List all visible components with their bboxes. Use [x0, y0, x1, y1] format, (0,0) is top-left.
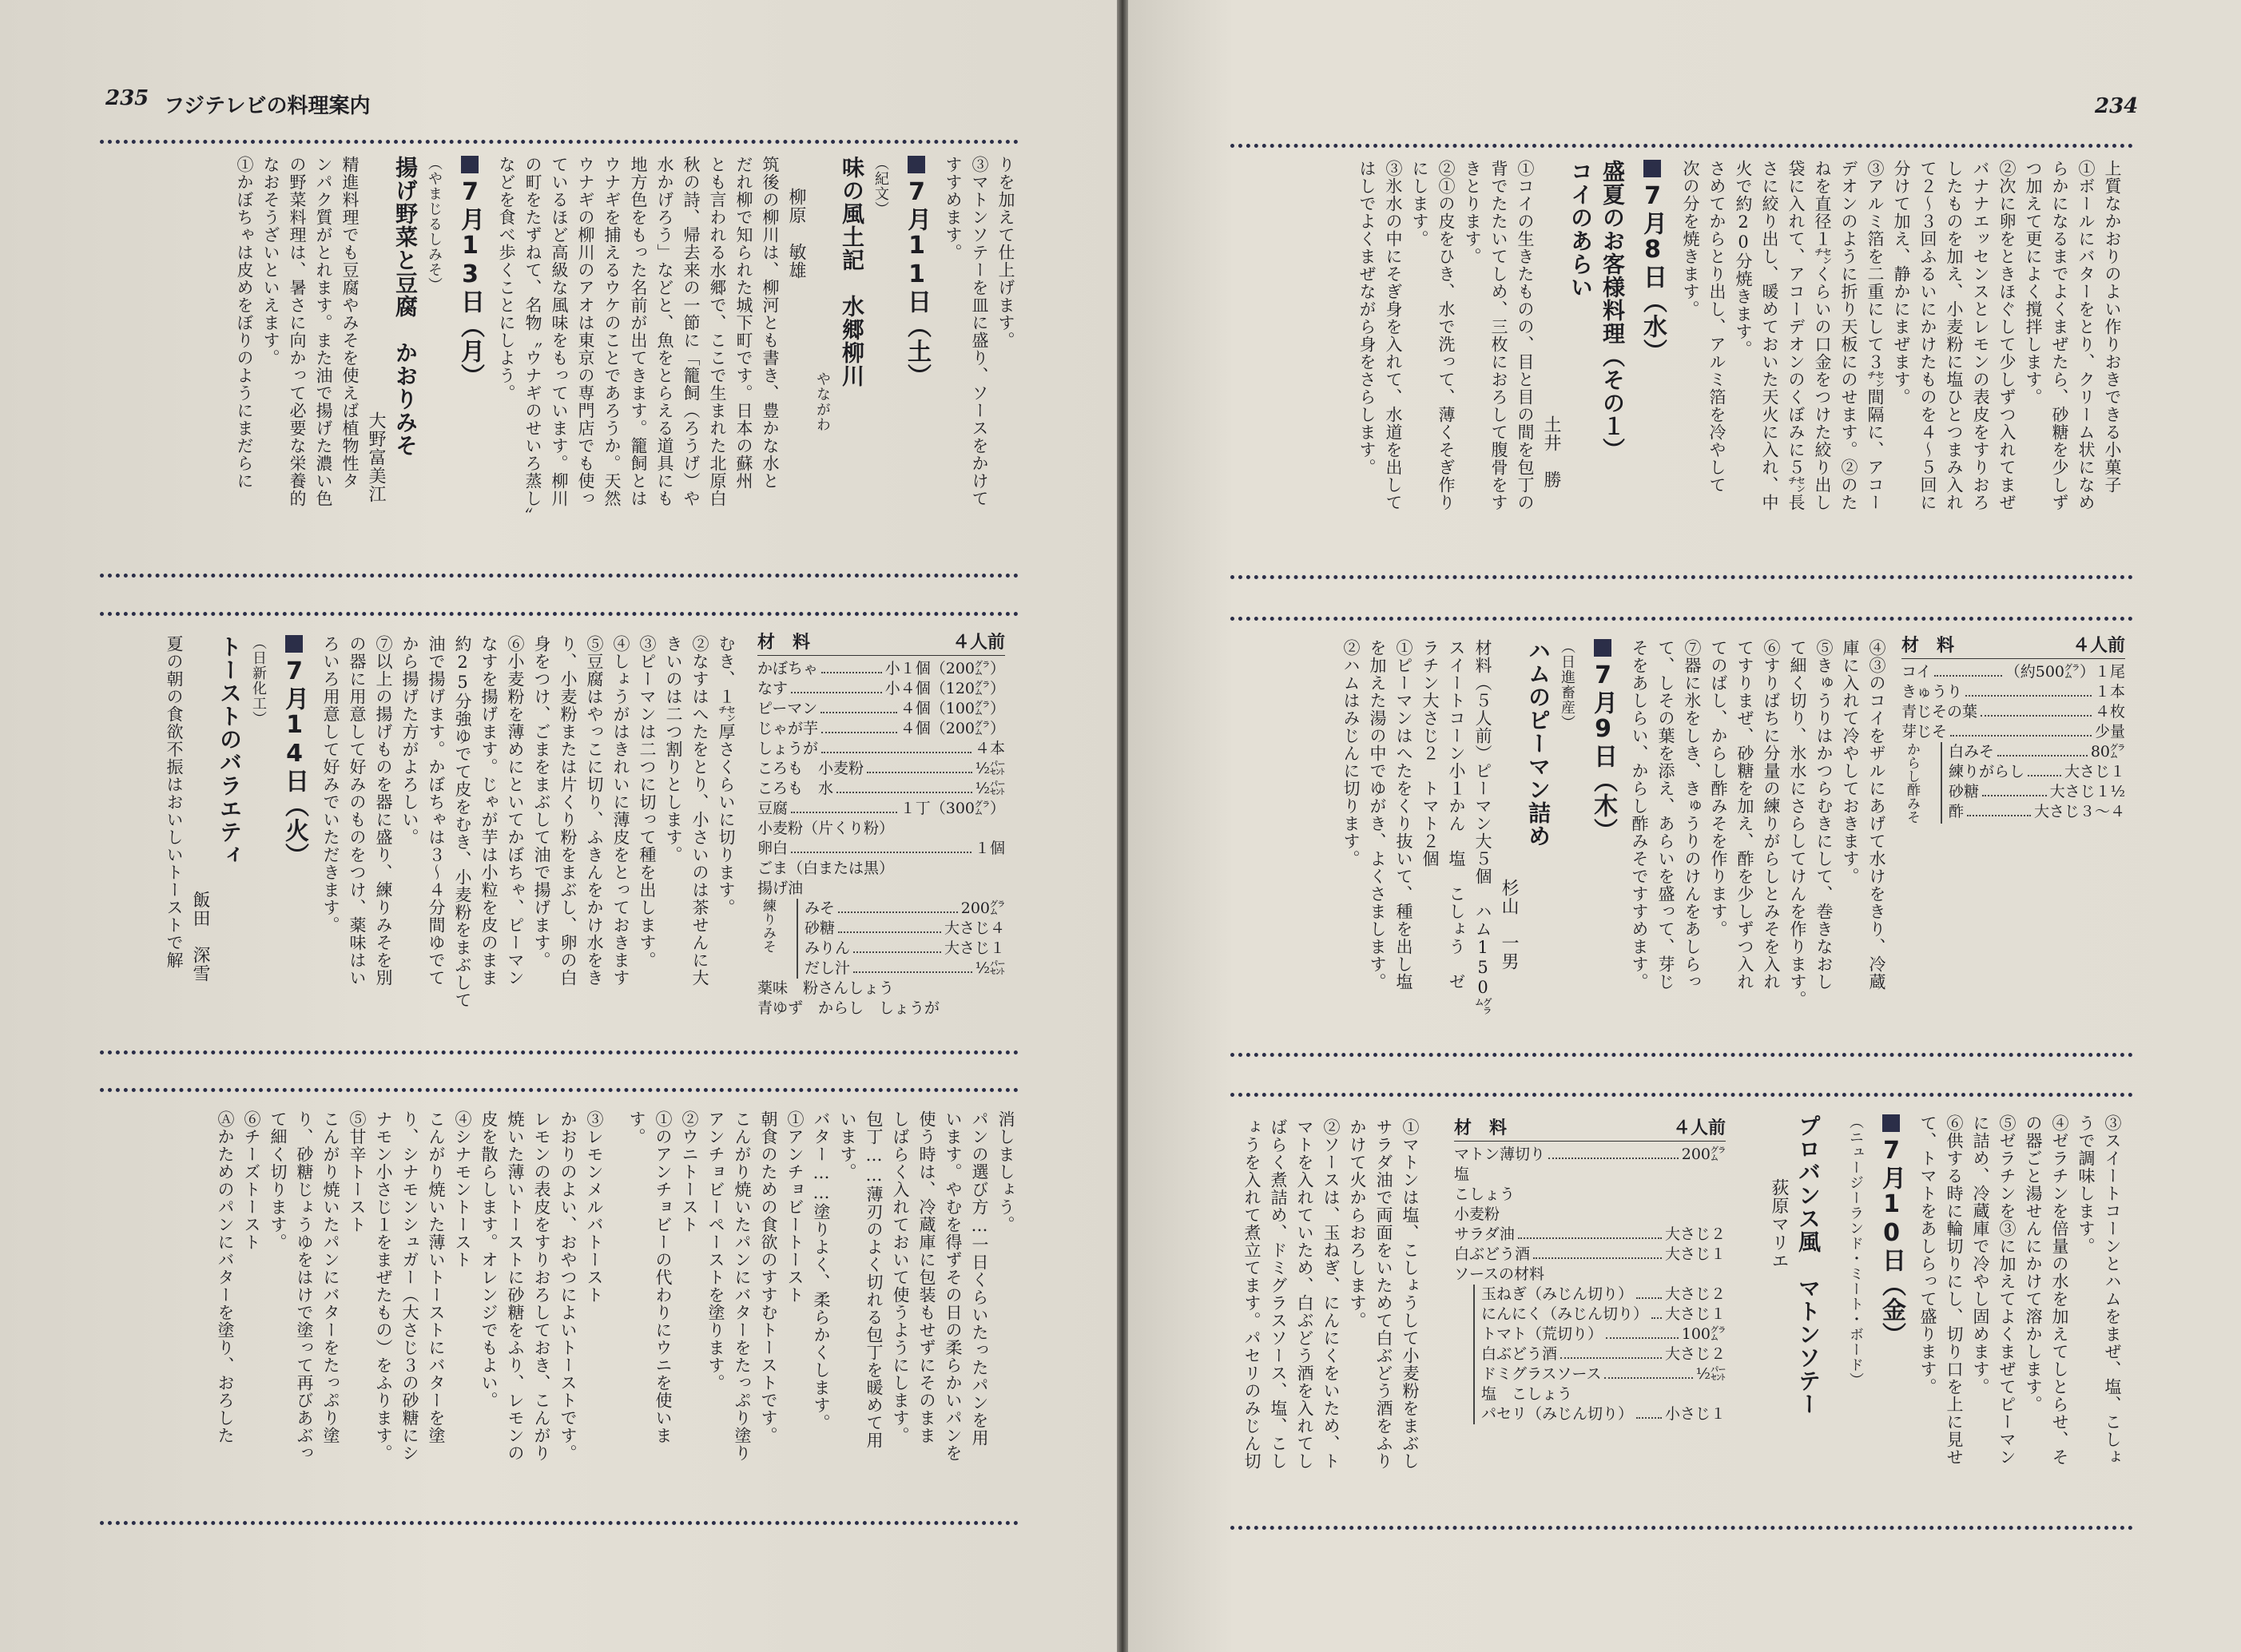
- text-line: ろいろ用意して好みでいただきます。: [321, 635, 340, 934]
- text-line: ②①の皮をひき、水で洗って、薄くそぎ作り: [1436, 160, 1456, 511]
- ingredient-row: 小麦粉: [1454, 1205, 1500, 1223]
- text-line: 上質なかおりのよい作りおきできる小菓子: [2103, 160, 2122, 494]
- text-block: [231, 156, 1019, 567]
- text-line: 背でたたいてしめ、三枚におろして腹骨をす: [1489, 160, 1508, 511]
- text-line: り、シナモンシュガー（大さじ３の砂糖にシ: [400, 1110, 419, 1462]
- ingredient-box: [757, 633, 1005, 1019]
- text-line: ②ソースは、玉ねぎ、にんにくをいため、ト: [1321, 1118, 1341, 1470]
- text-line: したものを加え、小麦粉に塩ひとつまみ入れ: [1945, 160, 1964, 511]
- ingredient-row: しょうが ４本: [757, 740, 1005, 757]
- ingredient-row: マトン薄切り 200㌘: [1454, 1146, 1726, 1163]
- ingredient-row: 青じその葉 ４枚: [1901, 703, 2125, 721]
- text-line: ③レモンメルバトースト: [585, 1110, 604, 1304]
- text-line: から揚げた方がよろしい。: [400, 635, 419, 846]
- text-line: 筑後の柳川は、柳河とも書き、豊かな水と: [761, 156, 780, 490]
- date-heading: 7月10日（金）: [1878, 1114, 1905, 1518]
- right-page-number: 234: [2095, 94, 2139, 118]
- author-name: 杉山 一男: [1499, 879, 1519, 971]
- text-block: [1353, 160, 2125, 567]
- text-line: ⑥チーズトースト: [242, 1110, 261, 1251]
- rule-left-2a: [100, 1050, 1019, 1054]
- text-line: サラダ油で両面をいためて白ぶどう酒をふり: [1374, 1118, 1393, 1470]
- text-line: ⑥供する時に輪切りにし、切り口を上に見せ: [1945, 1114, 1964, 1466]
- text-line: バター……塗りよく、柔らかくします。: [812, 1110, 831, 1432]
- rule-left-top: [100, 140, 1019, 144]
- ingredient-row: ソースの材料: [1454, 1265, 1545, 1283]
- text-line: ょうを入れて煮立てます。パセリのみじん切: [1242, 1118, 1262, 1470]
- ingredient-row: ドミグラスソース ½㌫: [1481, 1365, 1726, 1383]
- text-line: ③スイートコーンとハムをまぜ、塩、こしょ: [2103, 1114, 2122, 1466]
- feature-title: 味の風土記 水郷柳川: [839, 156, 865, 387]
- text-line: ⑦以上の揚げものを器に盛り、練りみそを別: [374, 635, 393, 987]
- date-marker-icon: [908, 156, 925, 173]
- text-line: 次の分を焼きます。: [1681, 160, 1700, 318]
- ingredient-row: 芽じそ 少量: [1901, 723, 2125, 741]
- genre-label: （紀文）: [872, 156, 889, 216]
- text-line: などを食べ歩くことにしよう。: [497, 156, 516, 402]
- text-line: デオンのように折り天板にのせます。②のた: [1839, 160, 1858, 511]
- date-heading: 7月13日（月）: [457, 156, 483, 567]
- ingredient-row: 薬味 粉さんしょう: [757, 979, 895, 997]
- ingredient-row: かぼちゃ 小１個（200㌘）: [757, 660, 1005, 677]
- text-line: かけて火からおろします。: [1348, 1118, 1367, 1329]
- text-line: 約25分強ゆでて皮をむき、小麦粉をまぶして: [453, 635, 472, 1009]
- text-line: 皮を散らします。オレンジでもよい。: [479, 1110, 499, 1409]
- ingredient-row: なす 小４個（120㌘）: [757, 680, 1005, 697]
- text-line: ④しょうがはきれいに薄皮をとっておきます: [611, 635, 630, 987]
- text-line: ①のアンチョビーの代わりにウニを使いま: [654, 1110, 673, 1444]
- rule-right-1a: [1230, 575, 2133, 579]
- text-line: しばらく入れておいて使うようにします。: [891, 1110, 910, 1444]
- left-page-number: 235: [105, 86, 149, 110]
- author-name: 土井 勝: [1541, 415, 1561, 489]
- ingredient-row: 砂糖 大さじ４: [805, 919, 1005, 937]
- recipe-series-title: 盛夏のお客様料理（その１）: [1599, 160, 1626, 461]
- text-line: レモンの表皮をすりおろしておき、こんがり: [532, 1110, 551, 1462]
- recipe-title: 揚げ野菜と豆腐 かおりみそ: [392, 156, 419, 457]
- date-marker-icon: [1882, 1114, 1900, 1132]
- ingredient-row: ごま（白または黒）: [757, 860, 895, 877]
- text-line: てすりまぜ、砂糖を加え、酢を少しずつ入れ: [1735, 639, 1754, 991]
- recipe-title: トーストのバラエティ: [217, 635, 243, 867]
- rule-left-1b: [100, 612, 1019, 616]
- ingredient-group: [1473, 1285, 1726, 1424]
- text-line: なすを揚げます。じゃが芋は小粒を皮のまま: [479, 635, 499, 987]
- text-block: [1337, 639, 1889, 1046]
- text-line: 秋の詩、帰去来の一節に「籠飼（ろうげ）や: [681, 156, 701, 507]
- ingredient-row: 小麦粉（片くり粉）: [757, 820, 895, 837]
- date-marker-icon: [1594, 639, 1611, 657]
- text-line: さめてからとり出し、アルミ箔を冷やして: [1707, 160, 1726, 494]
- rule-right-2a: [1230, 1053, 2133, 1057]
- text-block: [1238, 1118, 1423, 1518]
- ingredient-row: 白みそ 80㌘: [1949, 743, 2125, 760]
- text-line: ②次に卵をときほぐして少しずつ入れてまぜ: [1997, 160, 2017, 511]
- text-line: 夏の朝の食欲不振はおいしいトーストで解: [165, 635, 184, 969]
- ingredient-header: 材 料 ４人前: [1901, 636, 2125, 659]
- sponsor-name: （日進畜産）: [1559, 639, 1575, 730]
- text-line: バナナエッセンスとレモンの表皮をすりおろ: [1971, 160, 1990, 511]
- ingredient-row: じゃが芋 ４個（200㌘）: [757, 720, 1005, 737]
- text-line: ばらく煮詰め、ドミグラスソース、塩、こし: [1269, 1118, 1288, 1470]
- sponsor-name: （日新化工）: [250, 635, 267, 726]
- text-line: にします。: [1410, 160, 1429, 248]
- text-block: [212, 1110, 1019, 1518]
- text-line: とも言われる水郷で、ここで生まれた北原白: [708, 156, 727, 507]
- ingredient-box: [1454, 1118, 1726, 1424]
- text-line: つ加えて更によく撹拌します。: [2024, 160, 2043, 406]
- text-line: の器ごと湯せんにかけて溶かします。: [2024, 1114, 2043, 1413]
- date-heading: 7月14日（火）: [281, 635, 308, 1042]
- date-heading: 7月11日（土）: [904, 156, 930, 567]
- text-line: ①かぼちゃは皮めをぼりのようにまだらに: [235, 156, 254, 490]
- sponsor-name: （ニュージーランド・ミート・ボード）: [1847, 1114, 1864, 1388]
- text-line: 焼いた薄いトーストに砂糖をふり、レモンの: [506, 1110, 525, 1462]
- ingredient-row: ころも 小麦粉 ½㌫: [757, 760, 1005, 777]
- ingredient-row: トマト（荒切り） 100㌘: [1481, 1325, 1726, 1343]
- text-line: て細く切ります。: [268, 1110, 288, 1251]
- text-line: ④ゼラチンを倍量の水を加えてしとらせ、そ: [2050, 1114, 2069, 1466]
- ingredient-row: だし汁 ½㌫: [805, 959, 1005, 977]
- author-name: 飯田 深雪: [190, 891, 210, 983]
- ingredient-header: 材 料 ４人前: [757, 633, 1005, 656]
- text-line: りを加えて仕上げます。: [996, 156, 1015, 349]
- text-line: きとります。: [1463, 160, 1482, 265]
- ingredient-row: パセリ（みじん切り） 小さじ１: [1481, 1405, 1726, 1423]
- text-line: ⑤ゼラチンを③に加えてよくまぜてピーマン: [1997, 1114, 2017, 1466]
- ingredient-row: みそ 200㌘: [805, 899, 1005, 917]
- rule-right-1b: [1230, 617, 2133, 621]
- text-line: 水かげろう」などと、魚をとらえる道具にも: [655, 156, 674, 507]
- recipe-title: コイのあらい: [1568, 160, 1594, 299]
- text-line: て、しその葉を添え、あらいを盛って、芽じ: [1656, 639, 1675, 991]
- ingredient-row: 塩: [1454, 1166, 1470, 1183]
- text-line: かおりのよい、おやつによいトーストです。: [558, 1110, 578, 1462]
- rule-right-2b: [1230, 1093, 2133, 1097]
- text-block: [161, 635, 739, 1042]
- text-line: きいのは二つ割りとします。: [664, 635, 683, 864]
- rule-left-2b: [100, 1088, 1019, 1092]
- text-line: はしでよくまぜながら身をさらします。: [1357, 160, 1377, 476]
- rule-right-bottom: [1230, 1526, 2133, 1530]
- text-line: り、小麦粉または片くり粉をまぶし、卵の白: [558, 635, 578, 987]
- text-line: 地方色をもった名前が出てきます。籠飼とは: [629, 156, 648, 507]
- text-line: に詰め、冷蔵庫で冷やし固めます。: [1971, 1114, 1990, 1396]
- date-heading: 7月9日（木）: [1590, 639, 1616, 1046]
- text-line: て細く切り、氷水にさらしてけんを作ります。: [1788, 639, 1807, 1008]
- text-line: ているほど高級な風味をもっています。柳川: [550, 156, 569, 507]
- text-line: らかになるまでよくまぜたら、砂糖を少しず: [2050, 160, 2069, 511]
- ingredient-row: こしょう: [1454, 1185, 1516, 1203]
- ruby-text: やながわ: [814, 371, 831, 432]
- ingredient-row: ころも 水 ½㌫: [757, 780, 1005, 797]
- text-line: Ⓐかためのパンにバターを塗り、おろした: [216, 1110, 235, 1444]
- ingredient-row: サラダ油 大さじ２: [1454, 1225, 1726, 1243]
- text-line: ③氷水の中にそぎ身を入れて、水道を出して: [1384, 160, 1403, 511]
- text-line: ③ピーマンは二つに切って種を出します。: [638, 635, 657, 969]
- text-line: 火で約20分焼きます。: [1734, 160, 1753, 358]
- text-line: 朝食のための食欲のすすむトーストです。: [759, 1110, 778, 1444]
- text-line: そをあしらい、からし酢みそですすめます。: [1630, 639, 1649, 991]
- text-line: ⑤きゅうりはかつらむきにして、巻きなおし: [1814, 639, 1834, 991]
- text-line: ①アンチョビートースト: [785, 1110, 805, 1304]
- ingredient-row: ピーマン ４個（100㌘）: [757, 700, 1005, 717]
- text-line: 袋に入れて、アコーデオンのくぼみに５㌢長: [1786, 160, 1806, 511]
- text-line: り、砂糖じょうゆをはけで塗って再びあぶっ: [295, 1110, 314, 1462]
- text-line: 使う時は、冷蔵庫に包装もせずにそのまま: [917, 1110, 936, 1444]
- text-line: 消しましょう。: [996, 1110, 1015, 1233]
- text-line: ④③のコイをザルにあげて水けをきり、冷蔵: [1867, 639, 1886, 991]
- book-gutter: [1117, 0, 1128, 1652]
- ingredient-row: みりん 大さじ１: [805, 939, 1005, 957]
- date-heading: 7月8日（水）: [1639, 160, 1666, 567]
- ingredient-row: 玉ねぎ（みじん切り） 大さじ２: [1481, 1285, 1726, 1303]
- text-line: スイートコーン小１かん 塩 こしょう ゼ: [1447, 639, 1466, 991]
- ingredient-row: 卵白 １個: [757, 840, 1005, 857]
- date-marker-icon: [1643, 160, 1661, 177]
- text-line: ウナギを捕えるウケのことであろうか。天然: [602, 156, 622, 507]
- author-name: 大野富美江: [366, 411, 386, 503]
- text-line: ⑥小麦粉を薄めにといてかぼちゃ、ピーマン: [506, 635, 525, 987]
- author-name: 柳原 敏雄: [786, 188, 806, 280]
- ingredient-row: 白ぶどう酒 大さじ２: [1481, 1345, 1726, 1363]
- rule-left-1a: [100, 574, 1019, 578]
- ingredient-row: 練りがらし 大さじ１: [1949, 763, 2125, 780]
- text-line: います。やむを得ずその日の柔らかいパンを: [944, 1110, 963, 1462]
- continued-text: [1677, 160, 2125, 567]
- text-line: さに絞り出し、暖めておいた天火に入れ、中: [1760, 160, 1779, 511]
- text-line: パンの選び方…一日くらいたったパンを用: [970, 1110, 989, 1447]
- text-line: ②ウニトースト: [680, 1110, 699, 1233]
- text-line: を加えた湯の中でゆがき、よくさまします。: [1368, 639, 1387, 991]
- text-line: むき、１㌢厚さくらいに切ります。: [717, 635, 736, 916]
- text-line: 材料（５人前）ピーマン大５個 ハム150㌘: [1473, 639, 1492, 1015]
- text-line: の野菜料理は、暑さに向かって必要な栄養的: [288, 156, 307, 507]
- text-line: ④シナモントースト: [453, 1110, 472, 1269]
- ingredient-row: 酢 大さじ３～４: [1949, 803, 2125, 820]
- ingredient-box: [1901, 636, 2125, 824]
- text-line: います。: [838, 1110, 857, 1181]
- text-line: の器に用意して好みのものをつけ、薬味はい: [348, 635, 367, 987]
- ingredient-row: 豆腐 １丁（300㌘）: [757, 800, 1005, 817]
- text-line: こんがり焼いたパンにバターをたっぷり塗: [321, 1110, 340, 1444]
- ingredient-row: コイ （約500㌘）１尾: [1901, 663, 2125, 681]
- text-line: すすめます。: [944, 156, 963, 261]
- text-line: ンパク質がとれます。また油で揚げた濃い色: [314, 156, 333, 507]
- ingredient-header: 材 料 ４人前: [1454, 1118, 1726, 1142]
- text-line: うで調味します。: [2076, 1114, 2096, 1255]
- ingredient-row: にんにく（みじん切り） 大さじ１: [1481, 1305, 1726, 1323]
- ingredient-row: 砂糖 大さじ１½: [1949, 783, 2125, 800]
- text-line: ②ハムはみじんに切ります。: [1341, 639, 1361, 868]
- text-line: ⑤豆腐はやっこに切り、ふきんをかけ水をき: [585, 635, 604, 987]
- text-line: マトを入れていため、白ぶどう酒を入れてし: [1295, 1118, 1314, 1470]
- text-line: ウナギの柳川のアオは東京の専門店でも使っ: [576, 156, 595, 507]
- author-name: 荻原マリエ: [1769, 1178, 1789, 1270]
- text-line: 分けて加え、静かにまぜます。: [1892, 160, 1911, 406]
- date-marker-icon: [461, 156, 479, 173]
- text-line: ねを直径１㌢くらいの口金をつけた絞り出し: [1813, 160, 1832, 511]
- text-block: [1766, 1114, 2125, 1518]
- running-title: フジテレビの料理案内: [164, 94, 371, 118]
- text-line: ラチン大さじ２ トマト２個: [1420, 639, 1440, 868]
- text-line: す。: [627, 1110, 646, 1146]
- ingredient-row: 塩 こしょう: [1481, 1385, 1573, 1403]
- ingredient-row: 揚げ油: [757, 880, 804, 897]
- recipe-title: ハムのピーマン詰め: [1525, 639, 1552, 848]
- text-line: ①ピーマンはへたをくり抜いて、種を出し塩: [1394, 639, 1413, 991]
- text-line: 精進料理でも豆腐やみそを使えば植物性タ: [340, 156, 360, 490]
- recipe-title: プロバンス風 マトンソテー: [1795, 1114, 1822, 1416]
- date-marker-icon: [285, 635, 303, 653]
- text-line: 身をつけ、ごまをまぶして油で揚げます。: [532, 635, 551, 969]
- text-line: 油で揚げます。かぼちゃは３～４分間ゆでて: [427, 635, 446, 987]
- text-line: だれ柳で知られた城下町です。日本の蘇州: [734, 156, 753, 490]
- rule-right-top: [1230, 144, 2133, 148]
- text-line: ①ボールにバターをとり、クリーム状になめ: [2076, 160, 2096, 511]
- text-line: こんがり焼いたパンにバターをたっぷり塗り: [733, 1110, 752, 1462]
- text-line: ③アルミ箔を二重にして３㌢間隔に、アコー: [1866, 160, 1885, 511]
- ingredient-row: 白ぶどう酒 大さじ１: [1454, 1245, 1726, 1263]
- text-line: 庫に入れて冷やしておきます。: [1841, 639, 1860, 885]
- text-line: なおそうざいといえます。: [261, 156, 280, 367]
- text-line: ①コイの生きたものの、目と目の間を包丁の: [1516, 160, 1535, 511]
- text-line: の町をたずねて、名物〝ウナギのせいろ蒸し〟: [523, 156, 542, 525]
- rule-left-bottom: [100, 1521, 1019, 1525]
- text-line: ⑥すりばちに分量の練りがらしとみそを入れ: [1762, 639, 1781, 991]
- sponsor-name: （やまじるしみそ）: [426, 156, 443, 292]
- text-line: ⑤甘辛トースト: [348, 1110, 367, 1233]
- text-line: て２～３回ふるいにかけたものを４～５回に: [1918, 160, 1937, 511]
- text-line: ②なすはへたをとり、小さいのは茶せんに大: [690, 635, 709, 987]
- text-line: てのばし、からし酢みそを作ります。: [1709, 639, 1728, 938]
- text-line: ⑦器に氷をしき、きゅうりのけんをあしらっ: [1683, 639, 1702, 991]
- text-line: て、トマトをあしらって盛ります。: [1918, 1114, 1937, 1396]
- ingredient-row: きゅうり １本: [1901, 683, 2125, 701]
- text-line: こんがり焼いた薄いトーストにバターを塗: [427, 1110, 446, 1444]
- text-line: 包丁……薄刃のよく切れる包丁を暖めて用: [864, 1110, 884, 1449]
- text-line: ①マトンは塩、こしょうして小麦粉をまぶし: [1401, 1118, 1420, 1470]
- text-line: アンチョビーペーストを塗ります。: [706, 1110, 725, 1392]
- text-line: ナモン小さじ１をまぜたもの）をふります。: [374, 1110, 393, 1462]
- text-line: ③マトンソテーを皿に盛り、ソースをかけて: [970, 156, 989, 507]
- ingredient-row: 青ゆず からし しょうが: [757, 999, 940, 1017]
- ingredient-group: からし酢みそ 白みそ 80㌘ 練りがらし 大さじ１ 砂糖 大さじ１½ 酢 大さじ３～４: [1904, 742, 2125, 824]
- ingredient-group: 練りみそ みそ 200㌘ 砂糖 大さじ４ みりん 大さじ１ だし汁 ½㌫: [760, 899, 1005, 977]
